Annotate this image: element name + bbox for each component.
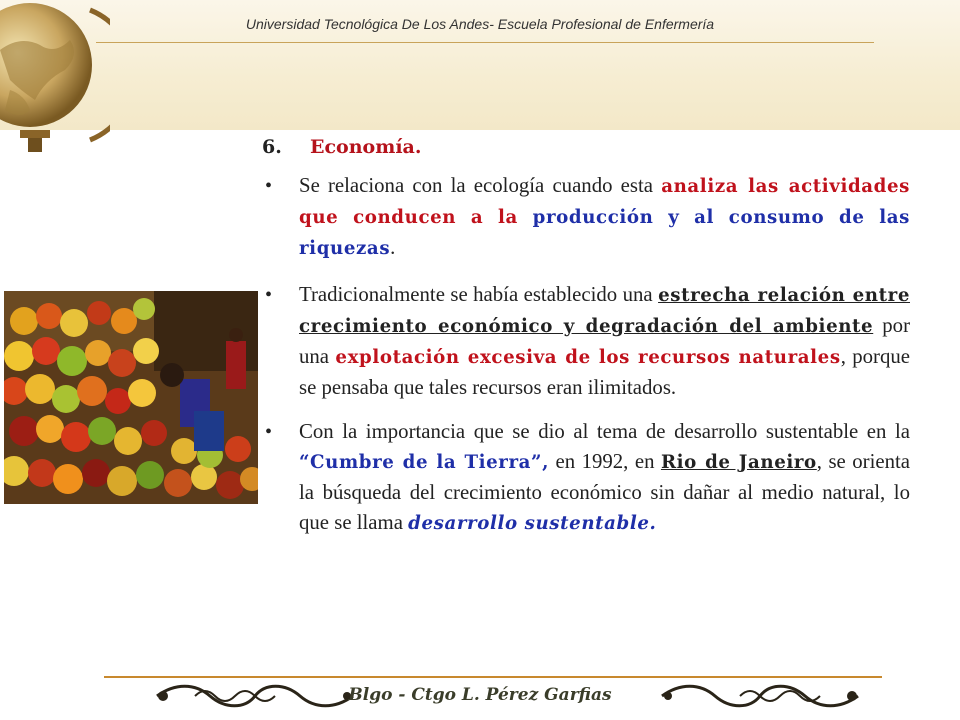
highlight-underlined: estrecha relación entre crecimiento económico y degradación del ambiente xyxy=(299,285,910,337)
slide-content xyxy=(262,130,910,539)
highlight-blue: producción y al consumo de las riquezas xyxy=(299,207,910,259)
bullet-text: , se orienta la búsqueda del crecimiento económico sin dañar al medio natural, lo que se llama xyxy=(299,450,910,534)
bullet-text: , porque se pensaba que tales recursos eran ilimitados. xyxy=(299,345,911,399)
bullet-item xyxy=(262,171,910,264)
bullet-marker: • xyxy=(265,421,273,443)
bullet-marker: • xyxy=(265,284,273,306)
bullet-text: Tradicionalmente se había establecido una xyxy=(299,283,659,306)
section-heading xyxy=(262,136,910,158)
highlight-underlined: Rio de Janeiro xyxy=(660,452,817,473)
author-footer: Blgo - Ctgo L. Pérez Garfias xyxy=(348,685,612,705)
bullet-marker: • xyxy=(265,175,273,197)
bullet-item xyxy=(262,417,910,539)
footer-divider xyxy=(104,676,882,678)
bullet-item xyxy=(262,280,910,403)
ornamental-flourish-icon xyxy=(660,681,860,711)
bullet-text: Se relaciona con la ecología cuando esta xyxy=(299,174,662,197)
header-divider xyxy=(96,42,874,43)
highlight-red: analiza las actividades que conducen a la xyxy=(299,176,911,228)
market-photo xyxy=(4,291,258,504)
bullet-text: en 1992, en xyxy=(549,450,661,473)
highlight-blue: “Cumbre de la Tierra”, xyxy=(299,452,550,473)
bullet-text: por una xyxy=(299,314,910,368)
highlight-blue-italic: desarrollo sustentable. xyxy=(408,513,657,534)
section-number: 6. xyxy=(262,136,282,158)
bullet-text: . xyxy=(390,236,396,259)
highlight-red: explotación excesiva de los recursos naturales xyxy=(335,347,841,368)
bullet-text: Con la importancia que se dio al tema de desarrollo sustentable en la xyxy=(299,420,910,443)
section-title: Economía. xyxy=(310,136,422,158)
institution-header: Universidad Tecnológica De Los Andes- Escuela Profesional de Enfermería xyxy=(245,16,715,32)
